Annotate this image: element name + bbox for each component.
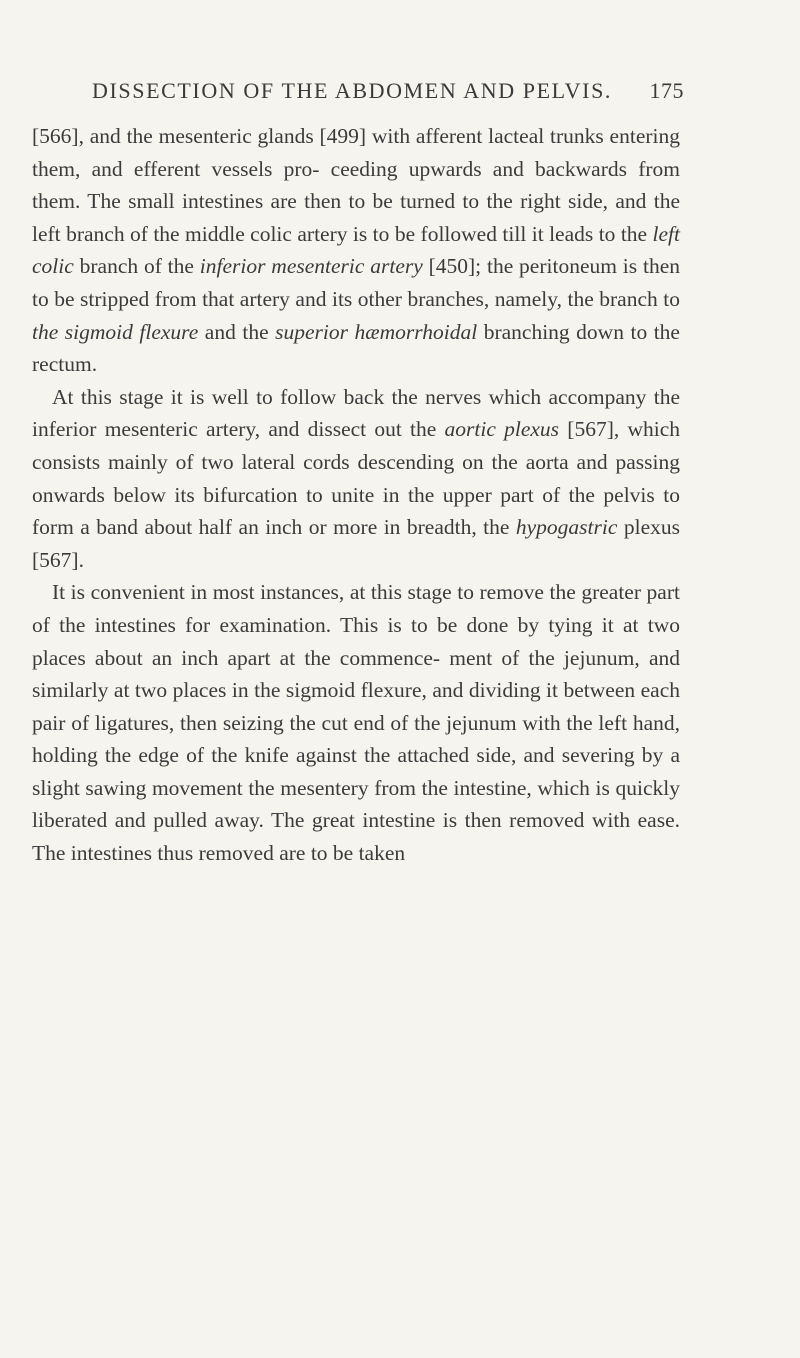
- text-segment: [566], and the mesenteric glands [499] with afferent lacteal trunks entering them, and efferent vessels pro- ceeding upwards and backwards from them. The small intestines are then to be turned to the right side, and the left branch of the middle colic artery is to be followed till it leads to the: [32, 124, 680, 246]
- text-segment: At this stage it is well to follow back the nerves which accompany the inferior mesenteric artery, and dissect out the: [32, 384, 680, 442]
- paragraph-3: [32, 576, 680, 869]
- text-segment: and the: [198, 319, 276, 344]
- italic-term-left-colic: left colic: [32, 221, 680, 279]
- text-segment: It is convenient in most instances, at this stage to remove the greater part of the intestines for examination. This is to be done by tying it at two places about an inch apart at the commence- ment of the jejunum, and similarly at two places in the sigmoid flexure, and dividing it between each pair of ligatures, then seizing the cut end of the jejunum with the left hand, holding the edge of the knife against the attached side, and severing by a slight sawing movement the mesentery from the intestine, which is quickly liberated and pulled away. The great intestine is then removed with ease. The intestines thus removed are to be taken: [32, 580, 680, 866]
- italic-term-inferior-mesenteric-artery: inferior mesenteric artery: [199, 254, 423, 279]
- paragraph-2: [32, 381, 680, 577]
- paragraph-1: [32, 120, 680, 381]
- text-segment: branch of the: [73, 254, 200, 279]
- text-segment: [567], which consists mainly of two lateral cords descending on the aorta and passing onwards below its bifurcation to unite in the upper part of the pelvis to form a band about half an inch or more in breadth, the: [32, 417, 680, 540]
- text-segment: branching down to the rectum.: [32, 319, 680, 377]
- italic-term-sigmoid-flexure: the sigmoid flexure: [32, 319, 199, 344]
- page-header: [92, 78, 684, 104]
- italic-term-superior-haemorrhoidal: superior hæmorrhoidal: [275, 319, 478, 344]
- italic-term-hypogastric: hypogastric: [515, 515, 618, 540]
- page-number: 175: [649, 78, 684, 103]
- italic-term-aortic-plexus: aortic plexus: [444, 417, 560, 442]
- running-head: DISSECTION OF THE ABDOMEN AND PELVIS.: [92, 78, 613, 103]
- text-segment: plexus [567].: [32, 515, 680, 572]
- body-text: [32, 120, 680, 870]
- text-segment: [450]; the peritoneum is then to be stripped from that artery and its other branches, namely, the branch to: [32, 254, 680, 311]
